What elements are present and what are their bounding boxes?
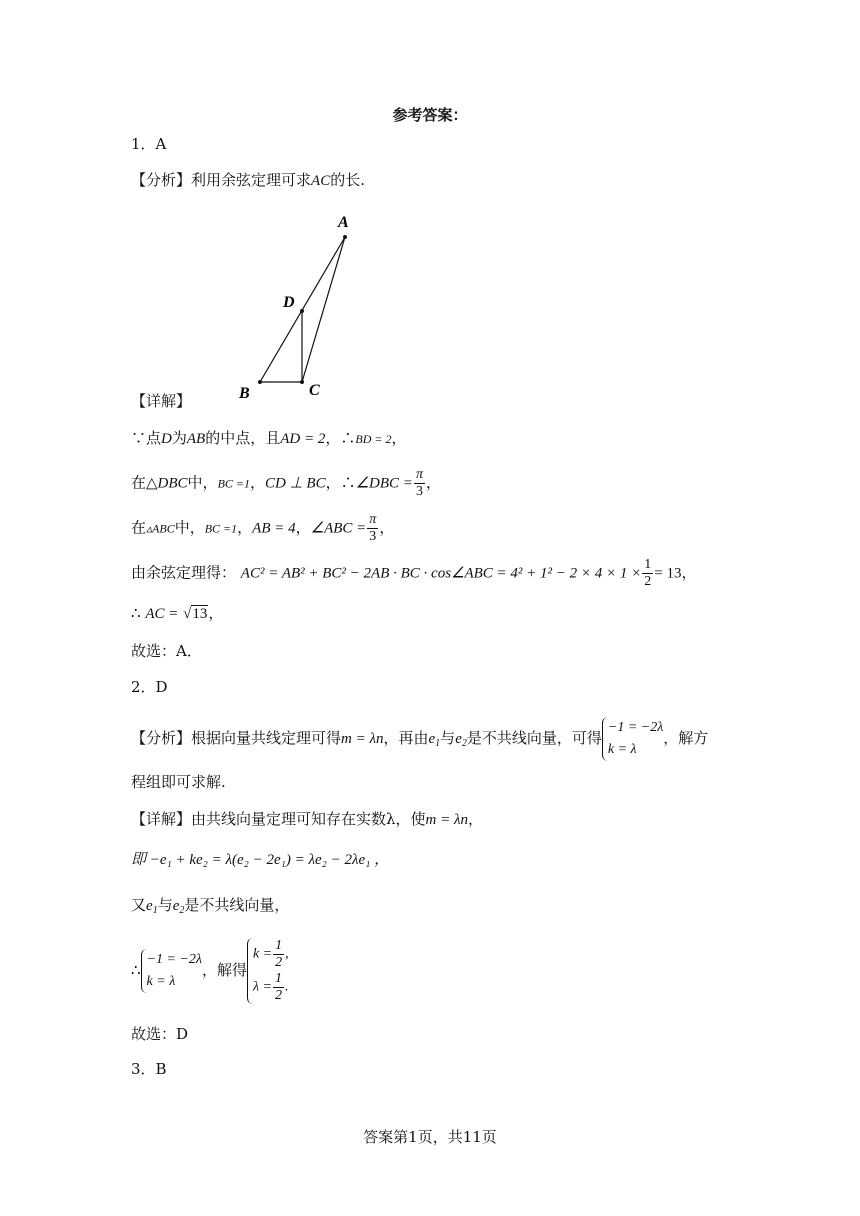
t: AB	[186, 431, 206, 447]
fraction	[642, 557, 653, 590]
t: 3	[369, 529, 377, 544]
q1-detail-tag: 【详解】	[131, 392, 192, 410]
analysis-tag: 【分析】	[131, 729, 192, 747]
t: ，解得	[201, 961, 247, 979]
q1-choice: 故选：A．	[131, 642, 202, 660]
vector-eq: m = λn	[341, 731, 384, 747]
q1-number: 1．A	[131, 135, 167, 153]
t: ，解方	[663, 729, 709, 747]
t: ，∴	[325, 473, 356, 492]
t: 13	[192, 606, 208, 622]
t: AB = 4	[252, 520, 296, 537]
t: ，	[467, 810, 483, 828]
t: 由共线向量定理可知存在实数λ，使	[191, 810, 426, 828]
vector-e2: $e_2$	[455, 731, 467, 749]
t: k = λ	[607, 742, 637, 757]
analysis-var: AC	[311, 173, 331, 189]
t: k = λ	[146, 974, 176, 989]
t: 为	[171, 429, 187, 447]
solution-system	[247, 938, 289, 1004]
t: 与	[157, 896, 173, 914]
t: 即 −e₁ + ke₂ = λ(e₂ − 2e₁) = λe₂ − 2λe₁ ，	[131, 852, 390, 868]
t: π	[369, 512, 377, 527]
t: ∴	[131, 961, 141, 979]
analysis-tag: 【分析】	[131, 171, 192, 189]
q1-line-2	[131, 467, 441, 500]
page-footer: 答案第1页，共11页	[363, 1128, 497, 1146]
t: 由余弦定理得：	[131, 563, 237, 582]
t: BC =1	[204, 521, 238, 536]
equation-system	[141, 949, 202, 993]
t: −1 = −2λ	[146, 952, 202, 967]
t: −1 = −2λ	[607, 720, 664, 735]
q2-detail-3: 又$e_1$与$e_2$是不共线向量，	[131, 896, 290, 916]
t: √	[183, 606, 192, 622]
vector-e1: $e_1$	[428, 731, 441, 749]
t: 是不共线向量，	[184, 896, 290, 914]
t: D	[161, 431, 172, 447]
label-b: B	[239, 385, 250, 402]
page-title: 参考答案：	[392, 106, 468, 124]
t: ,	[285, 946, 289, 962]
t: 又	[131, 896, 147, 914]
t: = 13	[654, 565, 682, 582]
t: AD = 2	[280, 431, 326, 447]
t: 根据向量共线定理可得	[191, 729, 342, 747]
analysis-text: 利用余弦定理可求	[191, 171, 312, 189]
t: ，	[237, 518, 253, 537]
t: λ =	[252, 979, 272, 995]
vector-eq: m = λn	[425, 812, 468, 828]
q2-choice: 故选：D	[131, 1025, 189, 1043]
t: 2	[275, 955, 283, 970]
t: ∠DBC =	[355, 475, 413, 492]
analysis-text-end: 的长.	[330, 171, 365, 189]
t: DBC	[157, 475, 188, 492]
t: 3	[415, 484, 423, 499]
t: ∠ABC =	[310, 520, 367, 537]
q1-line-5	[131, 603, 223, 624]
t: AC =	[145, 606, 179, 622]
q1-line-3	[131, 512, 394, 545]
q2-detail-4	[131, 930, 289, 1010]
t: 2	[644, 574, 652, 589]
t: π	[415, 467, 423, 482]
t: 与	[440, 729, 456, 747]
t: ，	[681, 563, 697, 582]
t: 1	[644, 557, 652, 572]
t: .	[284, 979, 289, 995]
t: BD = 2	[355, 432, 392, 446]
t: 在△	[131, 473, 158, 492]
triangle-figure	[230, 205, 370, 405]
t: ▵ABC	[146, 521, 175, 536]
label-a: A	[338, 214, 349, 231]
t: 1	[274, 971, 282, 986]
t: 中，	[187, 473, 218, 492]
fraction	[414, 467, 425, 500]
q1-line-4	[131, 557, 697, 590]
q1-analysis	[131, 170, 365, 191]
t: 中，	[174, 518, 205, 537]
q2-analysis	[131, 715, 708, 762]
t: ∵点	[131, 429, 162, 447]
t: 的中点，且	[205, 429, 281, 447]
detail-tag: 【详解】	[131, 810, 192, 828]
t: ，	[391, 429, 407, 447]
t: ，	[379, 518, 395, 537]
q1-line-1	[131, 428, 406, 449]
t: 在	[131, 518, 147, 537]
t: 1	[275, 938, 283, 953]
t: 是不共线向量，可得	[466, 729, 602, 747]
t: 2	[274, 988, 282, 1003]
label-c: C	[309, 382, 320, 399]
t: CD ⊥ BC	[265, 475, 326, 492]
t: e	[455, 731, 462, 747]
t: ，	[425, 473, 441, 492]
label-d: D	[283, 294, 295, 311]
t: ∴	[131, 604, 141, 622]
t: ，	[295, 518, 311, 537]
t: ，∴	[325, 429, 356, 447]
q2-number: 2．D	[131, 678, 168, 696]
fraction	[367, 512, 378, 545]
t: BC =1	[217, 476, 250, 491]
q2-detail-2	[131, 849, 389, 870]
t: e	[428, 731, 436, 747]
t: k =	[252, 946, 273, 962]
equation-system	[602, 717, 663, 761]
q2-analysis-cont: 程组即可求解.	[131, 773, 226, 791]
q2-detail-1	[131, 809, 483, 830]
t: ，	[208, 604, 224, 622]
t: ，再由	[383, 729, 429, 747]
t: ，	[250, 473, 266, 492]
q3-number: 3．B	[131, 1060, 167, 1078]
t: AC² = AB² + BC² − 2AB · BC · cos∠ABC = 4² + 1² − 2 × 4 × 1 ×	[240, 565, 642, 582]
